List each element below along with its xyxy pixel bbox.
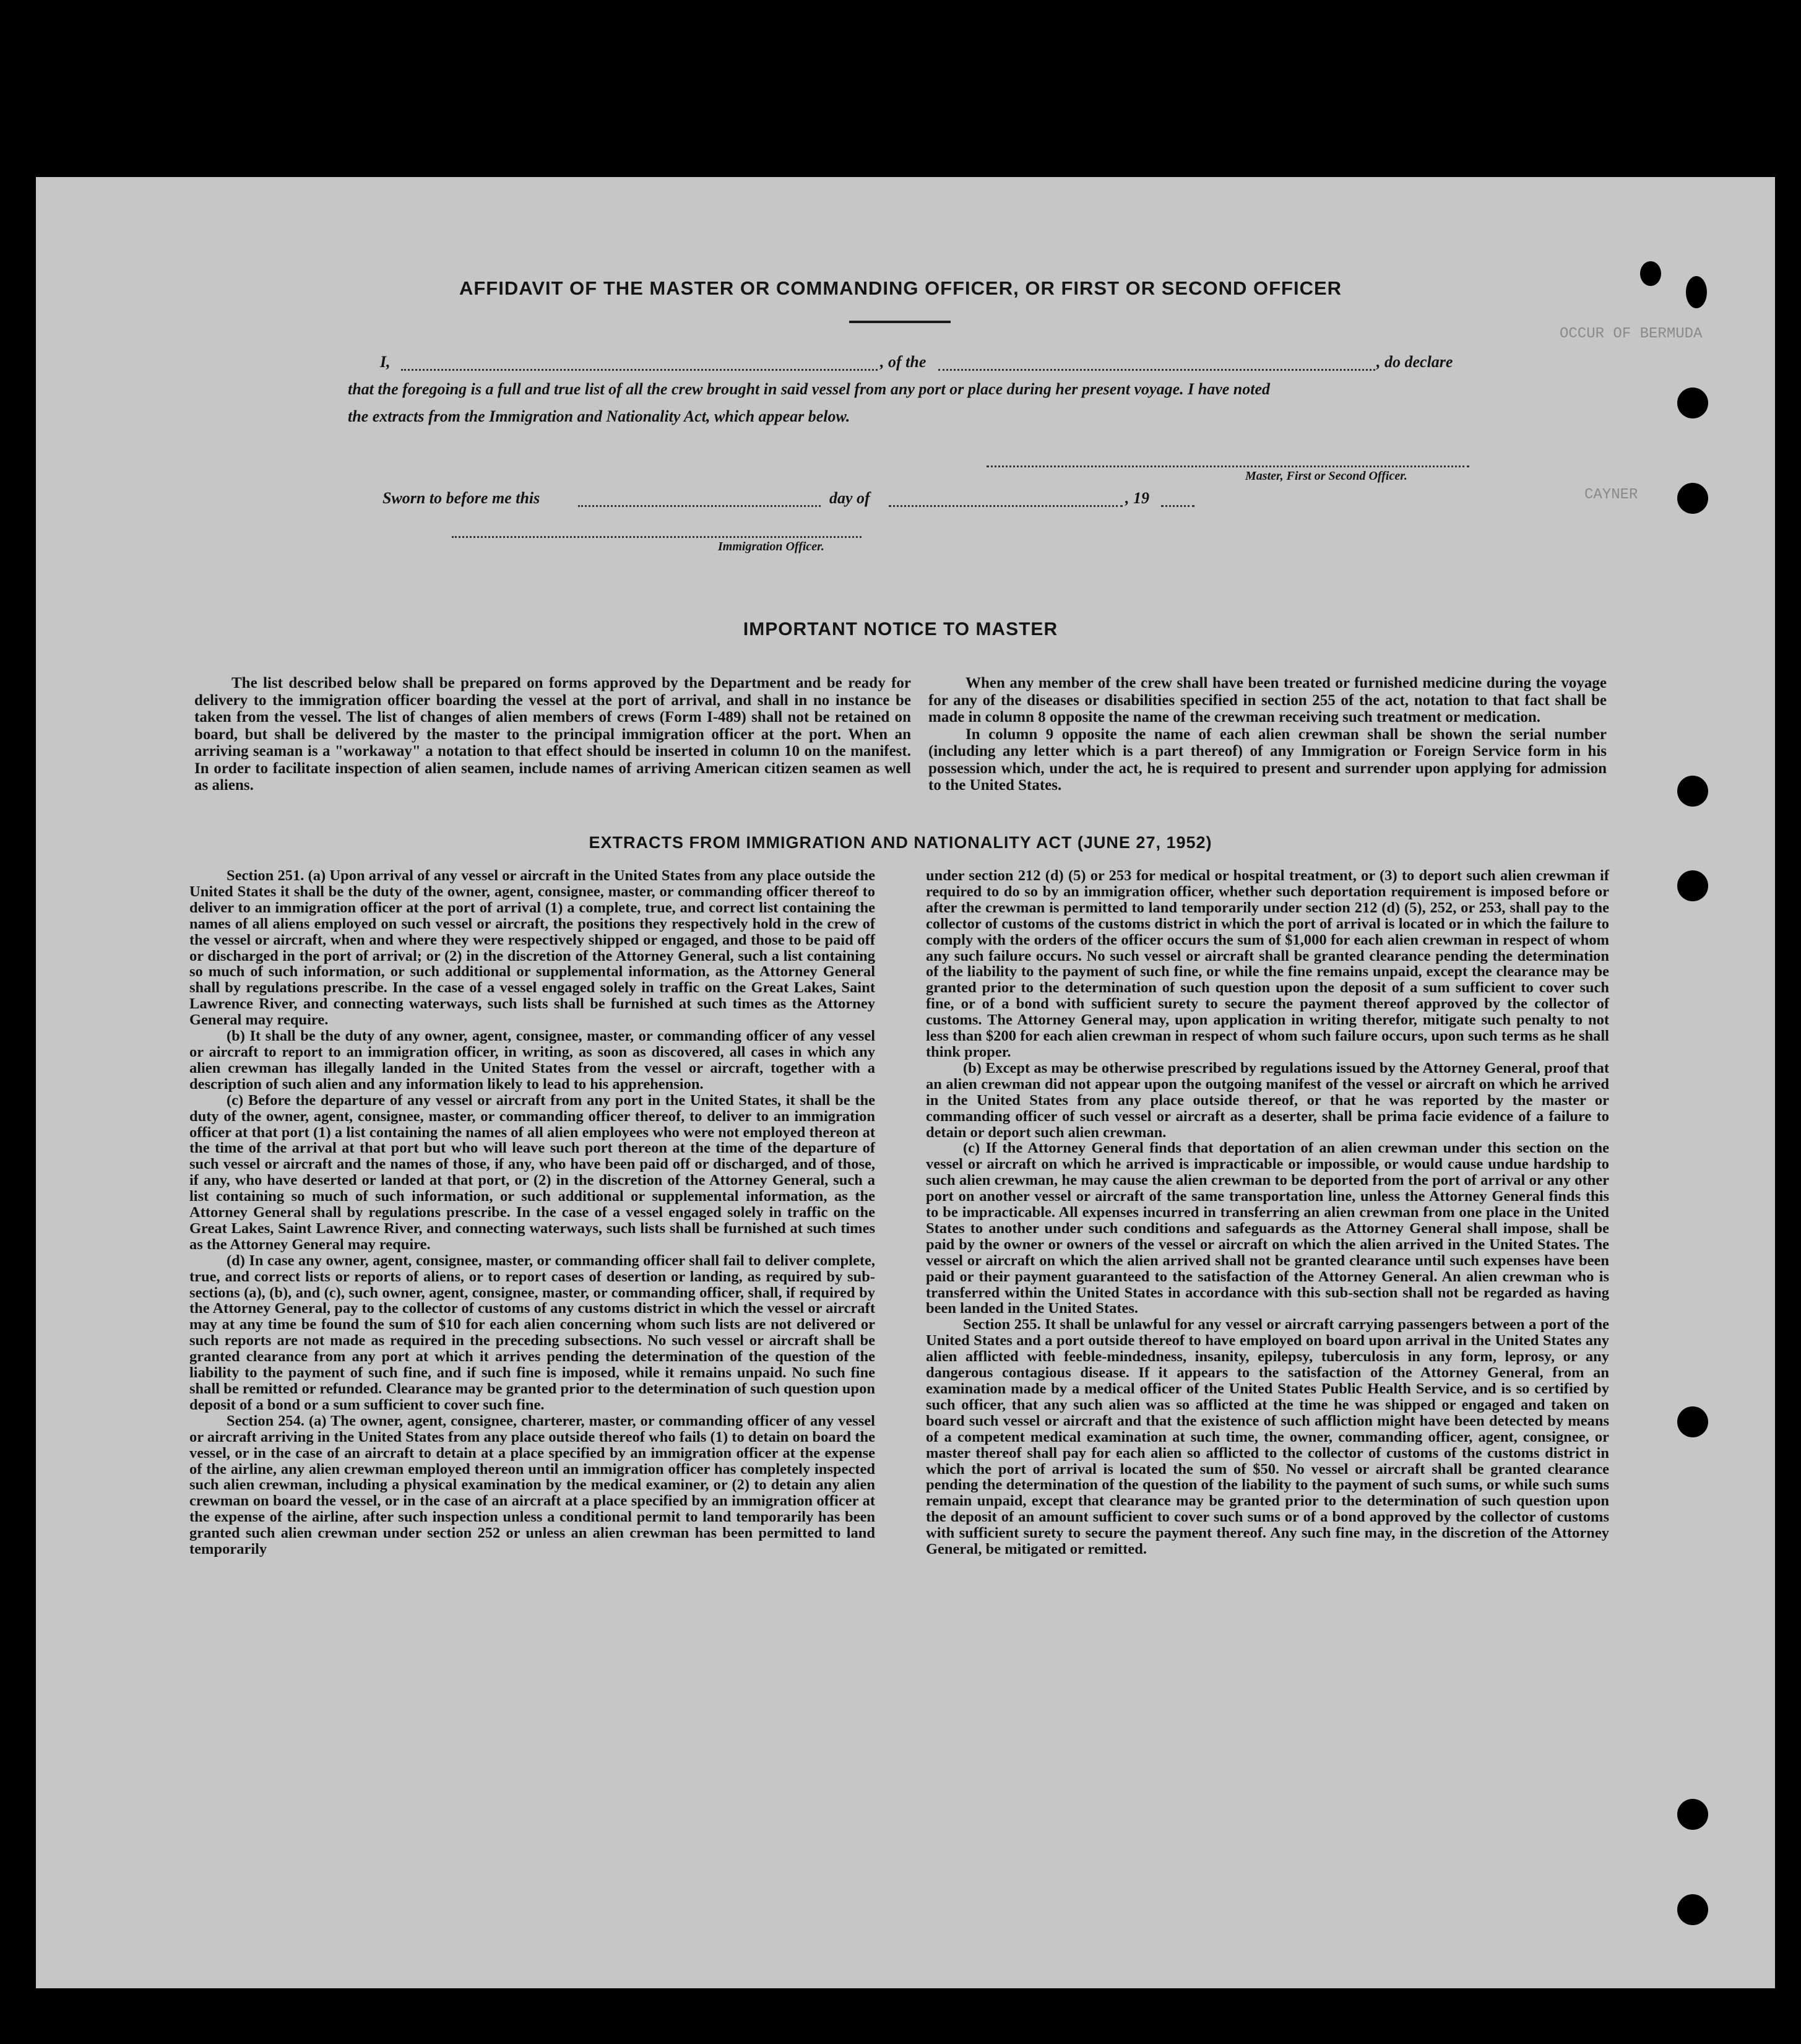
sworn-month-field[interactable] xyxy=(889,505,1123,507)
punch-hole xyxy=(1677,870,1708,901)
punch-hole xyxy=(1677,1894,1708,1925)
day-of-label: day of xyxy=(829,489,870,507)
bleed-through-text: CAYNER xyxy=(1584,487,1638,503)
title-rule xyxy=(849,321,951,323)
punch-hole xyxy=(1677,1406,1708,1437)
affidavit-statement: that the foregoing is a full and true list of all the crew brought in said vessel from any port or place during her present voyage. I have noted xyxy=(348,380,1271,398)
notice-paragraph: In column 9 opposite the name of each alien crewman shall be shown the serial number (including any letter which is a part thereof) of any Immigration or Foreign Service form in his possession which, under the act, he is required to present and surrender upon applying for admission to the United States. xyxy=(928,725,1607,794)
notice-title: IMPORTANT NOTICE TO MASTER xyxy=(743,619,1058,639)
notice-paragraph: When any member of the crew shall have been treated or furnished medicine during the voyage for any of the diseases or disabilities specified in section 255 of the act, notation to that fact shall be made in column 8 opposite the name of the crewman receiving such treatment or medication. xyxy=(928,675,1607,725)
punch-hole xyxy=(1677,483,1708,514)
section-251-d: (d) In case any owner, agent, consignee, master, or commanding officer shall fail to deliver complete, true, and correct lists or reports of aliens, or to report cases of desertion or landing, as required by sub-sections (a), (b), and (c), such owner, agent, consignee, master, or commanding officer, shall, if required by the Attorney General, pay to the collector of customs of any customs district in which the vessel or aircraft may at any time be found the sum of $10 for each alien concerning whom such lists are not delivered or such reports are not made as required in the preceding subsections. No such vessel or aircraft shall be granted clearance from any port at which it arrives pending the determination of the question of the liability to the payment of such fine, and if such fine is imposed, while it remains unpaid. No such fine shall be remitted or refunded. Clearance may be granted prior to the determination of such question upon deposit of a bond or a sum sufficient to cover such fine. xyxy=(189,1252,875,1413)
extracts-left-column xyxy=(189,868,875,1557)
signature-caption: Master, First or Second Officer. xyxy=(1245,469,1407,483)
section-251-c: (c) Before the departure of any vessel or aircraft from any port in the United States, it shall be the duty of the owner, agent, consignee, master, or commanding officer thereof, to deliver to an immigration officer at that port (1) a list containing the names of all alien employees who were not employed thereon at the time of the arrival at that port but who will leave such port thereon at the time of the departure of such vessel or aircraft and the names of those, if any, who have been paid off or discharged, and of those, if any, who have deserted or landed at that port, or (2) in the discretion of the Attorney General, such a list containing so much of such information, or such additional or supplemental information, as the Attorney General shall by regulations prescribe. In the case of a vessel engaged solely in traffic on the Great Lakes, Saint Lawrence River, and connecting waterways, such lists shall be furnished at such times as the Attorney General may require. xyxy=(189,1091,875,1253)
punch-hole xyxy=(1677,1799,1708,1830)
immigration-officer-signature-field[interactable] xyxy=(452,536,862,538)
officer-signature-field[interactable] xyxy=(987,466,1469,467)
punch-hole xyxy=(1677,388,1708,418)
section-254-c: (c) If the Attorney General finds that deportation of an alien crewman under this section on the vessel or aircraft on which he arrived is impracticable or impossible, or would cause undue hardship to such alien crewman, he may cause the alien crewman to be deported from the port of arrival or any other port on another vessel or aircraft of the same transportation line, unless the Attorney General finds this to be impracticable. All expenses incurred in transferring an alien crewman from one place in the United States to another under such conditions and safeguards as the Attorney General shall impose, shall be paid by the owner or owners of the vessel or aircraft on which the alien arrived in the United States. The vessel or aircraft on which the alien arrived shall not be granted clearance until such expenses have been paid or their payment guaranteed to the satisfaction of the Attorney General. An alien crewman who is transferred within the United States in accordance with this sub-section shall not be regarded as having been landed in the United States. xyxy=(926,1140,1609,1317)
vessel-name-field[interactable] xyxy=(938,369,1375,371)
section-251-b: (b) It shall be the duty of any owner, agent, consignee, master, or commanding officer of any vessel or aircraft to report to an immigration officer, in writing, as soon as discovered, all cases in which any alien crewman has illegally landed in the United States from the vessel or aircraft, together with a description of such alien and any information likely to lead to his apprehension. xyxy=(189,1028,875,1093)
section-254-b: (b) Except as may be otherwise prescribed by regulations issued by the Attorney General, proof that an alien crewman did not appear upon the outgoing manifest of the vessel or aircraft on which he arrived in the United States from any place outside thereof, or that he was reported by the master or commanding officer of such vessel or aircraft as a deserter, shall be prima facie evidence of a failure to detain or deport such alien crewman. xyxy=(926,1059,1609,1141)
sworn-day-field[interactable] xyxy=(578,505,821,507)
vessel-of-label: , of the xyxy=(880,353,926,371)
declarant-name-field[interactable] xyxy=(401,369,878,371)
sworn-year-field[interactable] xyxy=(1161,505,1194,507)
section-251-a: Section 251. (a) Upon arrival of any vessel or aircraft in the United States from any place outside the United States it shall be the duty of the owner, agent, consignee, master, or commanding officer thereof to deliver to an immigration officer at the port of arrival (1) a complete, true, and correct list containing the names of all aliens employed on such vessel or aircraft, the positions they respectively hold in the crew of the vessel or aircraft, when and where they were respectively shipped or engaged, and those to be paid off or discharged in the port of arrival; or (2) in the discretion of the Attorney General, such a list containing so much of such information, or such additional or supplemental information, as the Attorney General shall by regulations prescribe. In the case of a vessel engaged solely in traffic on the Great Lakes, Saint Lawrence River, and connecting waterways, such lists shall be furnished at such times as the Attorney General may require. xyxy=(189,867,875,1029)
notice-left-column xyxy=(194,675,911,794)
section-254-a-cont: under section 212 (d) (5) or 253 for medical or hospital treatment, or (3) to deport such alien crewman if required to do so by an immigration officer, whether such deportation requirement is imposed before or after the crewman is permitted to land temporarily under section 212 (d) (5), 252, or 253, shall pay to the collector of customs of the customs district in which the port of arrival is located or in which the failure to comply with the orders of the officer occurs the sum of $1,000 for each alien crewman in respect of whom any such failure occurs. No such vessel or aircraft shall be granted clearance pending the determination of the liability to the payment of such fine, or while the fine remains unpaid, except the clearance may be granted prior to the determination of such question upon the deposit of a sum sufficient to cover such fine, or of a bond with sufficient surety to secure the payment thereof approved by the collector of customs. The Attorney General may, upon application in writing therefor, mitigate such penalty to not less than $200 for each alien crewman in respect of whom such failure occurs, upon such terms as he shall think proper. xyxy=(926,867,1609,1060)
notice-right-column xyxy=(928,675,1607,794)
notice-paragraph: The list described below shall be prepared on forms approved by the Department and be ready for delivery to the immigration officer boarding the vessel at the port of arrival, and shall in no instance be taken from the vessel. The list of changes of alien members of crews (Form I-489) shall not be retained on board, but shall be delivered by the master to the principal immigration officer at the port. When an arriving seaman is a "workaway" a notation to that effect should be inserted in column 10 on the manifest. In order to facilitate inspection of alien seamen, include names of arriving American citizen seamen as well as aliens. xyxy=(194,675,911,794)
affidavit-statement-2: the extracts from the Immigration and Nationality Act, which appear below. xyxy=(348,407,850,425)
bleed-through-text: OCCUR OF BERMUDA xyxy=(1560,326,1703,342)
officer-caption: Immigration Officer. xyxy=(718,540,824,553)
affidavit-title: AFFIDAVIT OF THE MASTER OR COMMANDING OFFICER, OR FIRST OR SECOND OFFICER xyxy=(459,277,1342,299)
sworn-label: Sworn to before me this xyxy=(382,489,540,507)
section-254-a: Section 254. (a) The owner, agent, consignee, charterer, master, or commanding officer of any vessel or aircraft arriving in the United States from any place outside thereof who fails (1) to detain on board the vessel, or in the case of an aircraft to detain at a place specified by an immigration officer at the expense of the airline, any alien crewman employed thereon until an immigration officer has completely inspected such alien crewman, including a physical examination by the medical examiner, or (2) to detain any alien crewman on board the vessel, or in the case of an aircraft at a place specified by an immigration officer at the expense of the airline, after such inspection unless a conditional permit to land temporarily has been granted such alien crewman under section 252 or unless an alien crewman has been permitted to land temporarily xyxy=(189,1412,875,1558)
extracts-title: EXTRACTS FROM IMMIGRATION AND NATIONALITY ACT (JUNE 27, 1952) xyxy=(589,833,1212,852)
declare-label: , do declare xyxy=(1376,353,1453,371)
punch-hole xyxy=(1677,776,1708,807)
section-255: Section 255. It shall be unlawful for any vessel or aircraft carrying passengers between a port of the United States and a port outside thereof to have employed on board upon arrival in the United States any alien afflicted with feeble-mindedness, insanity, epilepsy, tuberculosis in any form, leprosy, or any dangerous contagious disease. If it appears to the satisfaction of the Attorney General, from an examination made by a medical officer of the United States Public Health Service, and is so certified by such officer, that any such alien was so afflicted at the time he was shipped or engaged and taken on board such vessel or aircraft and that the existence of such affliction might have been detected by means of a competent medical examination at such time, the owner, commanding officer, agent, consignee, or master thereof shall pay for each alien so afflicted to the collector of customs of the customs district in which the port of arrival is located the sum of $50. No vessel or aircraft shall be granted clearance pending the determination of the question of the liability to the payment of such sums, or while such sums remain unpaid, except that clearance may be granted prior to the determination of such question upon the deposit of an amount sufficient to cover such sums or of a bond approved by the collector of customs with sufficient surety to secure the payment thereof. Any such fine may, in the discretion of the Attorney General, be mitigated or remitted. xyxy=(926,1316,1609,1558)
declarant-label: I, xyxy=(380,353,391,371)
extracts-right-column xyxy=(926,868,1609,1557)
year-label: , 19 xyxy=(1125,489,1149,507)
